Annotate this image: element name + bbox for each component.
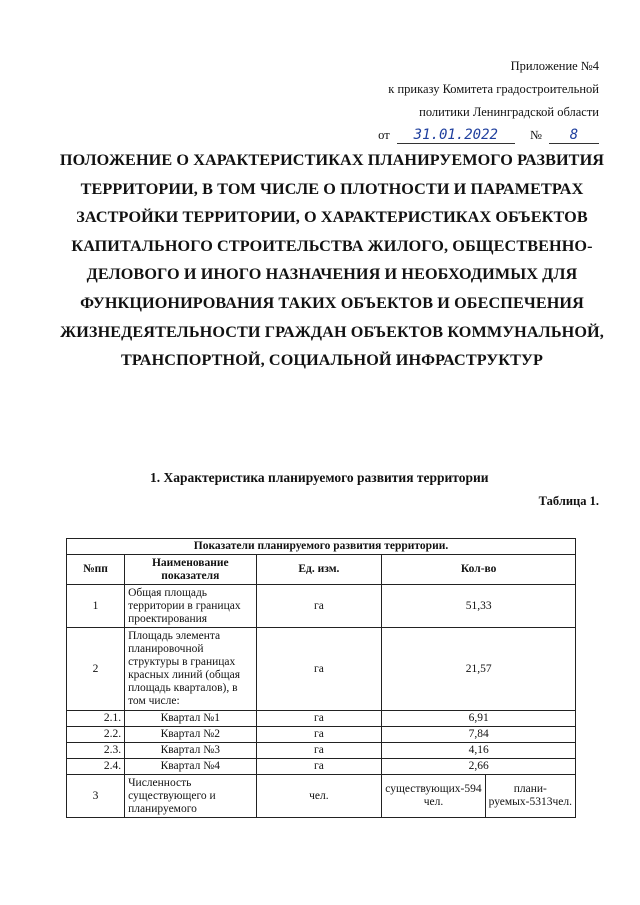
row-qty: 51,33: [382, 585, 576, 628]
col-unit-header: Ед. изм.: [256, 555, 382, 585]
row-unit: чел.: [256, 775, 382, 818]
row-num: 1: [67, 585, 125, 628]
col-qty-header: Кол-во: [382, 555, 576, 585]
table-row: [67, 711, 576, 727]
row-qty: 21,57: [382, 628, 576, 711]
number-prefix: №: [529, 128, 542, 142]
table-header-row: [67, 539, 576, 555]
column-header-row: [67, 555, 576, 585]
table-header: Показатели планируемого развития территории.: [67, 539, 576, 555]
appendix-line-2: к приказу Комитета градостроительной: [388, 82, 599, 96]
handwritten-date: 31.01.2022: [397, 127, 515, 144]
table-caption: Таблица 1.: [538, 494, 599, 508]
table-row: [67, 743, 576, 759]
row-qty: 2,66: [382, 759, 576, 775]
indicators-table: [66, 538, 576, 818]
appendix-line-1: Приложение №4: [510, 59, 599, 73]
row-qty-existing: существующих-594 чел.: [382, 775, 485, 818]
table-row: [67, 727, 576, 743]
row-name: Квартал №1: [125, 711, 256, 727]
order-date-line: [279, 124, 599, 147]
row-unit: га: [256, 759, 382, 775]
row-qty: 6,91: [382, 711, 576, 727]
row-name: Численность существующего и планируемого: [125, 775, 256, 818]
row-num: 2.1.: [67, 711, 125, 727]
row-qty-planned: плани-руемых-5313чел.: [485, 775, 575, 818]
section-heading: 1. Характеристика планируемого развития территории: [150, 470, 489, 485]
row-name: Квартал №4: [125, 759, 256, 775]
row-qty: 7,84: [382, 727, 576, 743]
appendix-line-3: политики Ленинградской области: [419, 105, 599, 119]
handwritten-number: 8: [549, 127, 599, 144]
table-row: [67, 585, 576, 628]
row-name: Квартал №2: [125, 727, 256, 743]
row-unit: га: [256, 727, 382, 743]
table-row: [67, 628, 576, 711]
row-num: 2.2.: [67, 727, 125, 743]
row-unit: га: [256, 628, 382, 711]
row-num: 2.3.: [67, 743, 125, 759]
row-name: Квартал №3: [125, 743, 256, 759]
table-row: [67, 775, 576, 818]
row-qty: 4,16: [382, 743, 576, 759]
col-num-header: №пп: [67, 555, 125, 585]
row-name: Общая площадь территории в границах проектирования: [125, 585, 256, 628]
row-unit: га: [256, 585, 382, 628]
row-unit: га: [256, 743, 382, 759]
row-name: Площадь элемента планировочной структуры в границах красных линий (общая площадь кварталов), в том числе:: [125, 628, 256, 711]
appendix-block: [279, 55, 599, 147]
row-num: 2.4.: [67, 759, 125, 775]
document-title: ПОЛОЖЕНИЕ О ХАРАКТЕРИСТИКАХ ПЛАНИРУЕМОГО РАЗВИТИЯ ТЕРРИТОРИИ, В ТОМ ЧИСЛЕ О ПЛОТНОСТИ И ПАРАМЕТРАХ ЗАСТРОЙКИ ТЕРРИТОРИИ, О ХАРАКТЕРИСТИКАХ ОБЪЕКТОВ КАПИТАЛЬНОГО СТРОИТЕЛЬСТВА ЖИЛОГО, ОБЩЕСТВЕННО-ДЕЛОВОГО И ИНОГО НАЗНАЧЕНИЯ И НЕОБХОДИМЫХ ДЛЯ ФУНКЦИОНИРОВАНИЯ ТАКИХ ОБЪЕКТОВ И ОБЕСПЕЧЕНИЯ ЖИЗНЕДЕЯТЕЛЬНОСТИ ГРАЖДАН ОБЪЕКТОВ КОММУНАЛЬНОЙ, ТРАНСПОРТНОЙ, СОЦИАЛЬНОЙ ИНФРАСТРУКТУР: [59, 151, 605, 370]
date-prefix: от: [378, 128, 390, 142]
col-name-header: Наименование показателя: [125, 555, 256, 585]
row-num: 3: [67, 775, 125, 818]
row-num: 2: [67, 628, 125, 711]
row-unit: га: [256, 711, 382, 727]
table-row: [67, 759, 576, 775]
